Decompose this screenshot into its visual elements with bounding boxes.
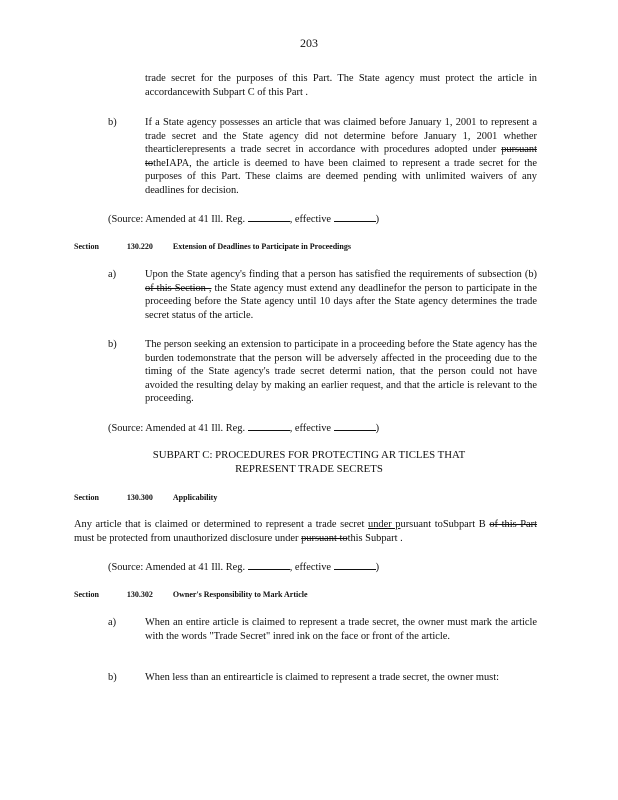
source-note xyxy=(108,560,379,575)
section-number: 130.302 xyxy=(126,590,153,599)
struck-text: of this Section , xyxy=(145,282,212,294)
source-prefix: (Source: Amended at 41 Ill. Reg. xyxy=(108,214,246,225)
item-label-a: a) xyxy=(108,617,117,628)
source-close: ) xyxy=(375,214,380,225)
reg-blank xyxy=(248,560,290,570)
reg-blank xyxy=(248,212,290,222)
item-a-paragraph xyxy=(145,268,537,322)
struck-text: pursuant to xyxy=(301,532,348,544)
section-title: Extension of Deadlines to Participate in Proceedings xyxy=(172,242,351,251)
section-heading-130-302 xyxy=(74,590,308,599)
item-label-a: a) xyxy=(108,269,117,280)
applicability-paragraph xyxy=(74,518,537,545)
page-number: 203 xyxy=(300,36,318,50)
source-close: ) xyxy=(375,562,380,573)
reg-blank xyxy=(248,421,290,431)
applicability-text-after: this Subpart . xyxy=(347,532,403,544)
continuation-paragraph: trade secret for the purposes of this Part. The State agency must protect the article in accordancewith Subpart C of this Part . xyxy=(145,73,537,98)
effective-blank xyxy=(334,421,376,431)
struck-text: of this Part xyxy=(489,519,538,530)
section-word: Section xyxy=(74,590,99,599)
item-label-b: b) xyxy=(108,672,117,683)
item-b-paragraph: The person seeking an extension to participate in a proceeding before the State agency has the burden todemonstrate that the person will be adversely affected in the proceeding due to the timing of the State agency's trade secret determi nation, that the person could not have avoided the resulting delay by making an earlier request, and that the article is relevant to the proceeding. xyxy=(145,339,537,405)
inserted-text: under p xyxy=(368,519,401,530)
subpart-heading-line1: SUBPART C: PROCEDURES FOR PROTECTING AR TICLES THAT xyxy=(152,449,466,461)
section-heading-130-220 xyxy=(74,242,351,251)
source-effective: , effective xyxy=(289,562,332,573)
section-heading-130-300 xyxy=(74,493,217,502)
source-effective: , effective xyxy=(289,214,332,225)
item-label-b: b) xyxy=(108,117,117,128)
item-a-text-after: the State agency must extend any deadlinefor the person to participate in the proceeding before the State agency until 10 days after the State agency determines the trade secret status of the article. xyxy=(145,282,537,321)
subpart-heading-line2: REPRESENT TRADE SECRETS xyxy=(235,463,383,475)
source-effective: , effective xyxy=(289,423,332,434)
item-a-text: Upon the State agency's finding that a person has satisfied the requirements of subsection (b) xyxy=(145,269,537,280)
item-a-paragraph: When an entire article is claimed to represent a trade secret, the owner must mark the article with the words "Trade Secret" inred ink on the face or front of the article. xyxy=(145,617,537,642)
item-label-b: b) xyxy=(108,339,117,350)
section-number: 130.220 xyxy=(126,242,153,251)
section-title: Applicability xyxy=(172,493,218,502)
applicability-text-mid: ursuant toSubpart B xyxy=(400,519,490,530)
struck-text: pursuant to xyxy=(145,144,537,169)
source-note xyxy=(108,212,379,227)
item-b-paragraph: When less than an entirearticle is claimed to represent a trade secret, the owner must: xyxy=(145,672,500,683)
section-word: Section xyxy=(74,493,99,502)
source-prefix: (Source: Amended at 41 Ill. Reg. xyxy=(108,423,246,434)
item-b-text: If a State agency possesses an article that was claimed before January 1, 2001 to represent a trade secret and the State agency did not determine before January 1, 2001 whether thearticlerepresents a trade secret in accordance with procedures adopted under xyxy=(145,117,537,156)
section-word: Section xyxy=(74,242,99,251)
section-title: Owner's Responsibility to Mark Article xyxy=(172,590,308,599)
effective-blank xyxy=(334,560,376,570)
applicability-text-mid2: must be protected from unauthorized disclosure under xyxy=(74,532,302,544)
section-number: 130.300 xyxy=(126,493,153,502)
effective-blank xyxy=(334,212,376,222)
item-b-text-after: theIAPA, the article is deemed to have been claimed to represent a trade secret for the purposes of this Part. These claims are deemed pending with unlimited waivers of any deadlines for decision. xyxy=(145,157,537,196)
applicability-text: Any article that is claimed or determined to represent a trade secret xyxy=(74,519,369,530)
source-close: ) xyxy=(375,423,380,434)
item-b-paragraph xyxy=(145,116,537,198)
source-note xyxy=(108,421,379,436)
source-prefix: (Source: Amended at 41 Ill. Reg. xyxy=(108,562,246,573)
